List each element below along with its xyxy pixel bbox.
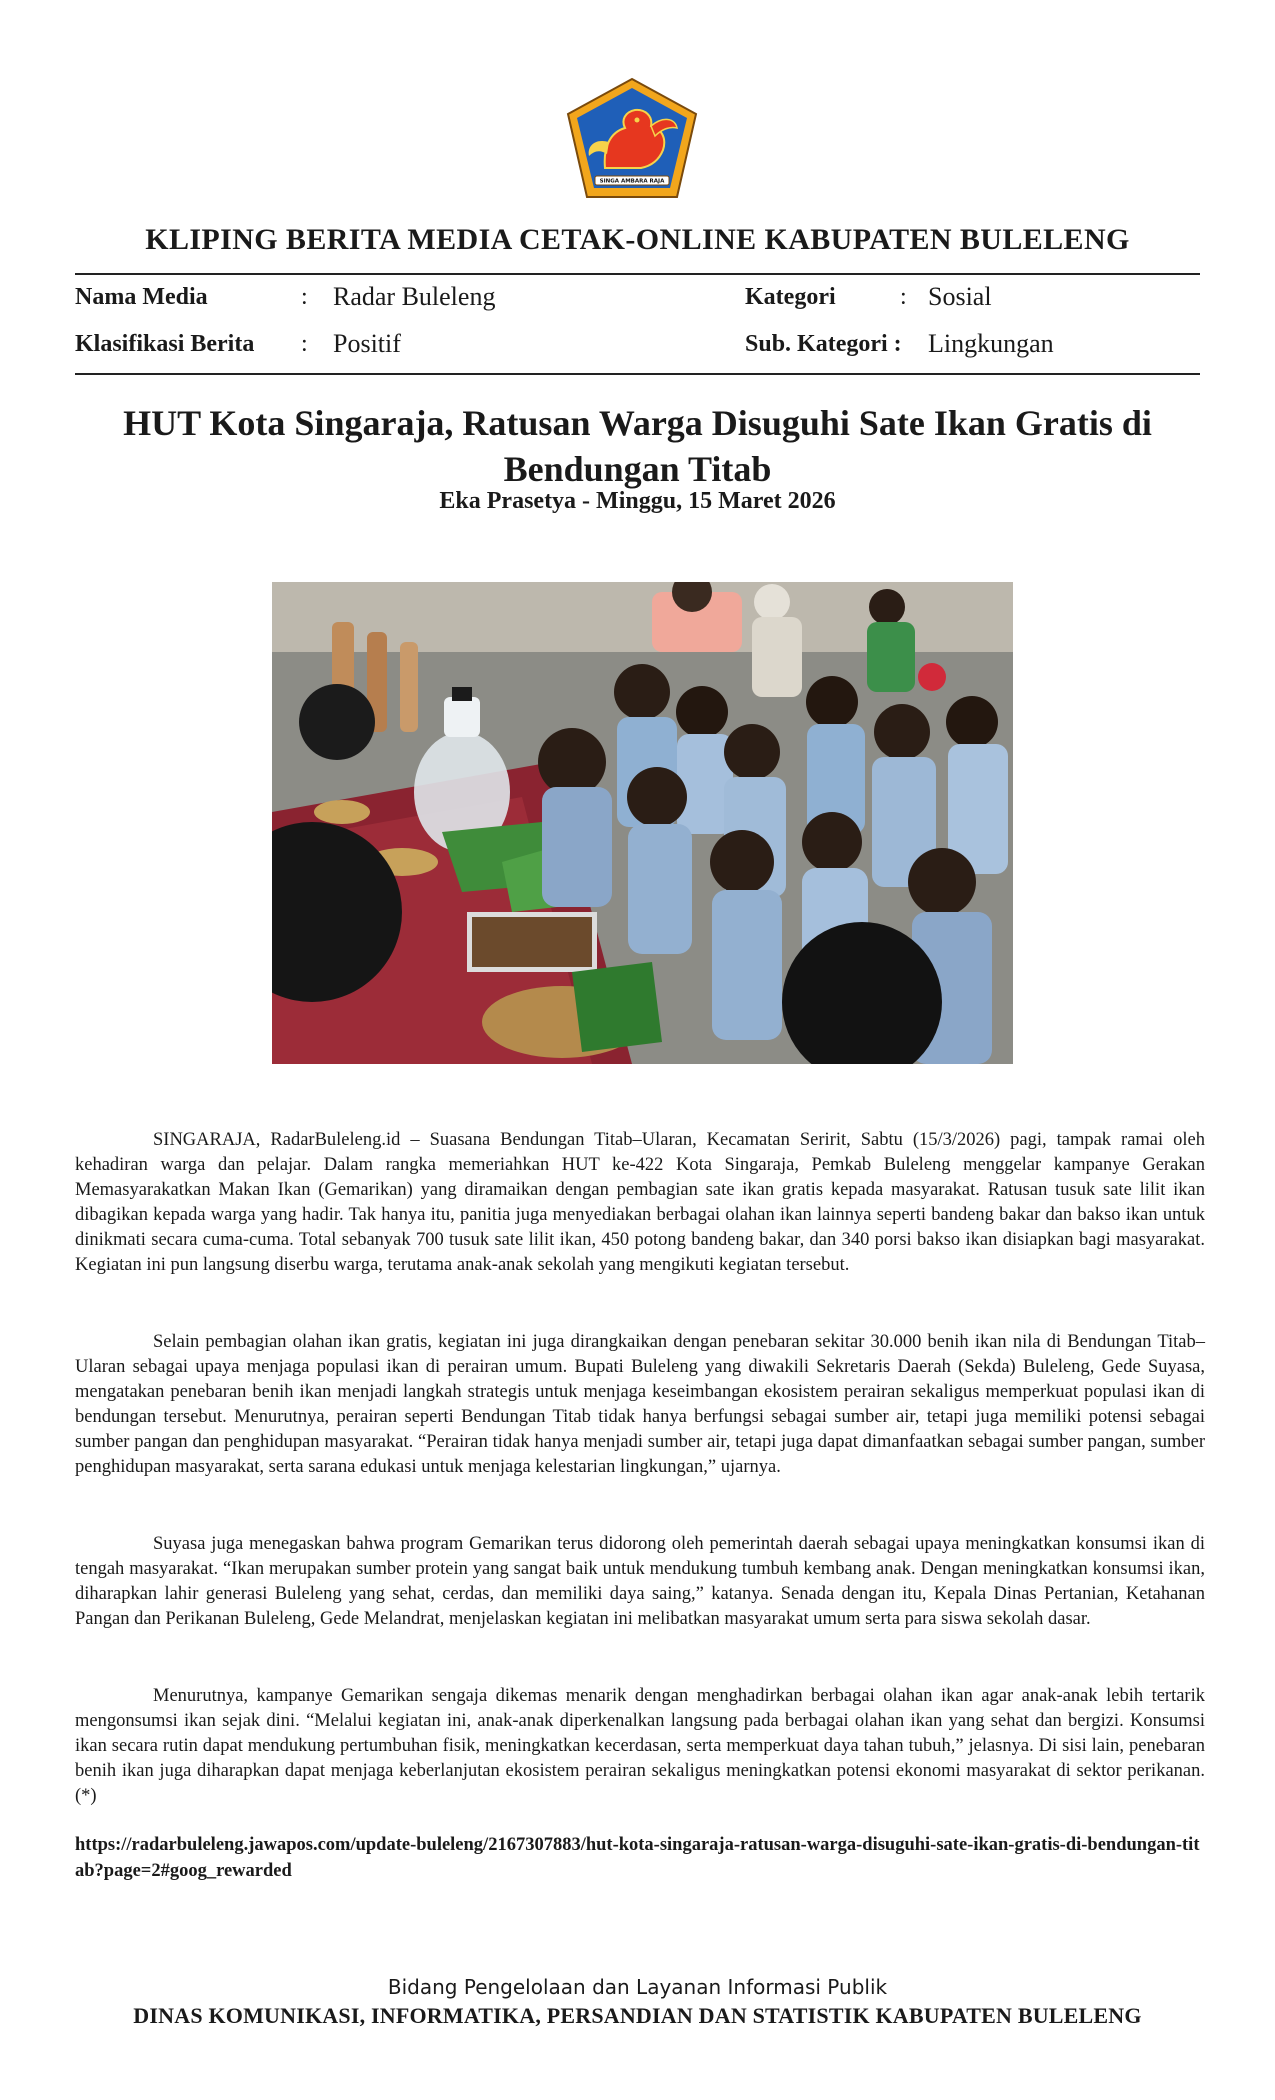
article-photo <box>272 582 1013 1064</box>
article-paragraph-1: SINGARAJA, RadarBuleleng.id – Suasana Bendungan Titab–Ularan, Kecamatan Seririt, Sabtu (15/3/2026) pagi, tampak ramai oleh kehadiran warga dan pelajar. Dalam rangka memeriahkan HUT ke-422 Kota Singaraja, Pemkab Buleleng menggelar kampanye Gerakan Memasyarakatkan Makan Ikan (Gemarikan) yang diramaikan dengan pembagian sate ikan gratis kepada masyarakat. Ratusan tusuk sate lilit ikan dibagikan kepada warga yang hadir. Tak hanya itu, panitia juga menyediakan berbagai olahan ikan lainnya seperti bandeng bakar dan bakso ikan untuk dinikmati secara cuma-cuma. Total sebanyak 700 tusuk sate lilit ikan, 450 potong bandeng bakar, dan 340 porsi bakso ikan disiapkan bagi masyarakat. Kegiatan ini pun langsung diserbu warga, terutama anak-anak sekolah yang mengikuti kegiatan tersebut. <box>75 1130 1205 1275</box>
clipping-header-title: KLIPING BERITA MEDIA CETAK-ONLINE KABUPATEN BULELENG <box>145 223 1130 256</box>
emblem-motto: SINGA AMBARA RAJA <box>599 178 665 185</box>
media-label: Nama Media <box>75 284 208 310</box>
footer-agency: DINAS KOMUNIKASI, INFORMATIKA, PERSANDIAN DAN STATISTIK KABUPATEN BULELENG <box>133 2003 1142 2028</box>
klasifikasi-colon: : <box>301 331 308 357</box>
buleleng-emblem-logo <box>565 76 699 200</box>
photo-illustration <box>272 582 1013 1064</box>
kategori-colon: : <box>900 284 907 310</box>
article-headline: HUT Kota Singaraja, Ratusan Warga Disuguhi Sate Ikan Gratis di Bendungan Titab <box>123 403 1152 489</box>
article-paragraph-4: Menurutnya, kampanye Gemarikan sengaja dikemas menarik dengan menghadirkan berbagai olahan ikan agar anak-anak lebih tertarik mengonsumsi ikan sejak dini. “Melalui kegiatan ini, anak-anak diperkenalkan langsung pada berbagai olahan ikan yang sehat dan bergizi. Konsumsi ikan secara rutin dapat mendukung pertumbuhan fisik, meningkatkan kecerdasan, serta memperkuat daya tahan tubuh,” jelasnya. Di sisi lain, penebaran benih ikan juga diharapkan dapat menjaga keberlanjutan ekosistem perairan sekaligus meningkatkan potensi ekonomi masyarakat di sektor perikanan. (*) <box>75 1686 1205 1806</box>
source-url-link[interactable]: https://radarbuleleng.jawapos.com/update-buleleng/2167307883/hut-kota-singaraja-ratusan-warga-disuguhi-sate-ikan-gratis-di-bendungan-titab?page=2#goog_rewarded <box>75 1835 1200 1881</box>
kategori-value: Sosial <box>928 282 992 311</box>
subkategori-label: Sub. Kategori : <box>745 331 902 357</box>
klasifikasi-label: Klasifikasi Berita <box>75 331 255 357</box>
subkategori-value: Lingkungan <box>928 329 1054 358</box>
klasifikasi-value: Positif <box>333 329 401 358</box>
footer-department: Bidang Pengelolaan dan Layanan Informasi Publik <box>387 1975 888 1999</box>
header-rule-top <box>75 273 1200 275</box>
emblem-svg <box>565 76 699 200</box>
media-value: Radar Buleleng <box>333 282 496 311</box>
kategori-label: Kategori <box>745 284 836 310</box>
header-rule-bottom <box>75 373 1200 375</box>
article-paragraph-3: Suyasa juga menegaskan bahwa program Gemarikan terus didorong oleh pemerintah daerah sebagai upaya meningkatkan konsumsi ikan di tengah masyarakat. “Ikan merupakan sumber protein yang sangat baik untuk mendukung tumbuh kembang anak. Dengan meningkatkan konsumsi ikan, diharapkan lahir generasi Buleleng yang sehat, cerdas, dan memiliki daya saing,” katanya. Senada dengan itu, Kepala Dinas Pertanian, Ketahanan Pangan dan Perikanan Buleleng, Gede Melandrat, menjelaskan kegiatan ini melibatkan masyarakat umum serta para siswa sekolah dasar. <box>75 1534 1205 1629</box>
article-byline: Eka Prasetya - Minggu, 15 Maret 2026 <box>439 488 836 514</box>
article-paragraph-2: Selain pembagian olahan ikan gratis, kegiatan ini juga dirangkaikan dengan penebaran sekitar 30.000 benih ikan nila di Bendungan Titab–Ularan sebagai upaya menjaga populasi ikan di perairan umum. Bupati Buleleng yang diwakili Sekretaris Daerah (Sekda) Buleleng, Gede Suyasa, mengatakan penebaran benih ikan menjadi langkah strategis untuk menjaga keseimbangan ekosistem perairan sekaligus memperkuat populasi ikan di bendungan tersebut. Menurutnya, perairan seperti Bendungan Titab tidak hanya berfungsi sebagai sumber air, tetapi juga memiliki potensi sebagai sumber pangan dan penghidupan masyarakat. “Perairan tidak hanya menjadi sumber air, tetapi juga dapat dimanfaatkan sebagai sumber pangan, sumber penghidupan masyarakat, serta sarana edukasi untuk menjaga kelestarian lingkungan,” ujarnya. <box>75 1332 1205 1477</box>
media-colon: : <box>301 284 308 310</box>
